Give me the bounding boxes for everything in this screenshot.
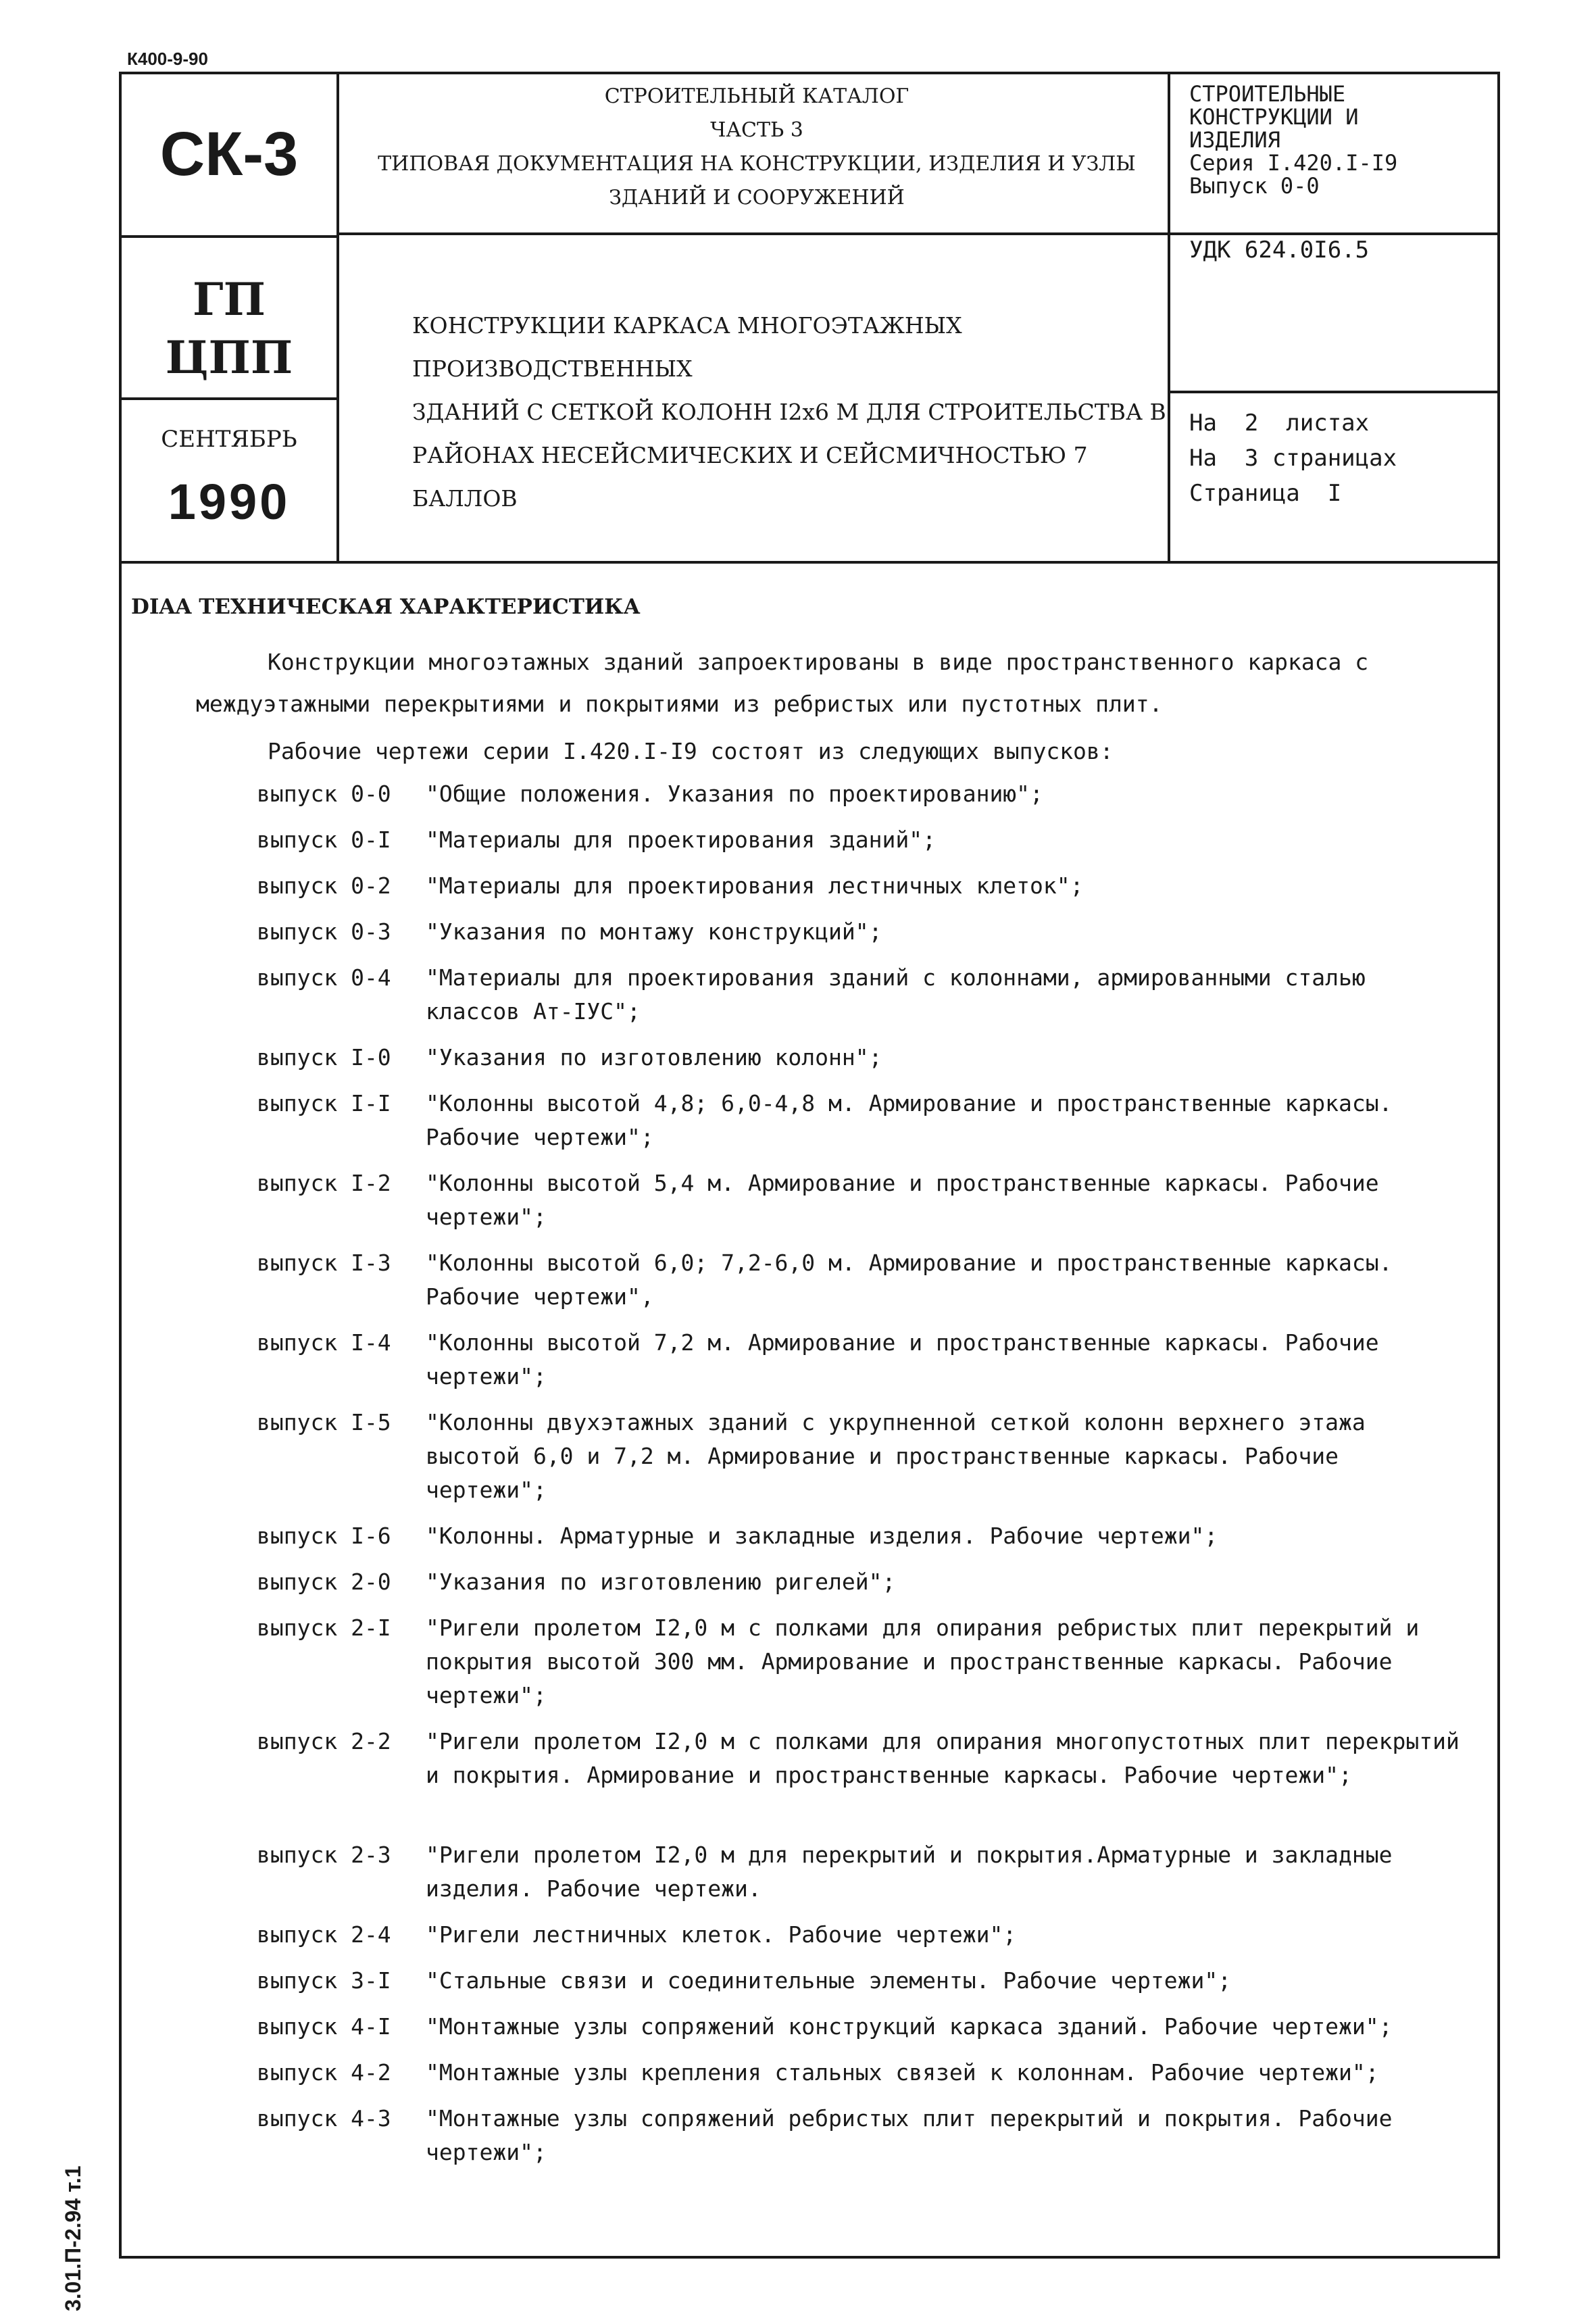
issue-label: выпуск 2-2 <box>257 1728 391 1754</box>
issue-text: "Монтажные узлы крепления стальных связей к колоннам. Рабочие чертежи"; <box>426 2059 1379 2086</box>
issue-text: "Монтажные узлы сопряжений конструкций каркаса зданий. Рабочие чертежи"; <box>426 2013 1393 2040</box>
list-item <box>257 961 1473 1029</box>
month-label: СЕНТЯБРЬ <box>161 426 297 453</box>
issue-text: "Указания по изготовлению ригелей"; <box>426 1569 896 1595</box>
issue-text: "Колонны двухэтажных зданий с укрупненной сеткой колонн верхнего этажа высотой 6,0 и 7,2 м. Армирование и пространственные каркасы. Рабочие чертежи"; <box>426 1409 1366 1503</box>
issue-text: "Колонны высотой 5,4 м. Армирование и пространственные каркасы. Рабочие чертежи"; <box>426 1170 1379 1230</box>
year-label: 1990 <box>168 474 291 530</box>
list-item <box>257 1838 1473 1906</box>
issue-label: выпуск 4-I <box>257 2013 391 2040</box>
section-heading: DIAA ТЕХНИЧЕСКАЯ ХАРАКТЕРИСТИКА <box>131 595 641 619</box>
page-count: На 3 страницах <box>1189 445 1397 472</box>
issue-text: "Материалы для проектирования лестничных клеток"; <box>426 872 1084 899</box>
catalog-line: ЗДАНИЙ И СООРУЖЕНИЙ <box>609 186 905 210</box>
title-line: КОНСТРУКЦИИ КАРКАСА МНОГОЭТАЖНЫХ ПРОИЗВОДСТВЕННЫХ <box>412 312 962 382</box>
intro-paragraph-line2: междуэтажными перекрытиями и покрытиями из ребристых или пустотных плит. <box>196 691 1163 717</box>
issue-text: "Ригели пролетом I2,0 м с полками для опирания многопустотных плит перекрытий и покрытия. Армирование и пространственные каркасы. Рабочие чертежи"; <box>426 1728 1460 1788</box>
list-item <box>257 1918 1473 1952</box>
issue-label: выпуск 2-4 <box>257 1921 391 1948</box>
issue-text: "Стальные связи и соединительные элементы. Рабочие чертежи"; <box>426 1967 1232 1994</box>
intro-paragraph-line1: Конструкции многоэтажных зданий запроектированы в виде пространственного каркаса с <box>268 649 1369 675</box>
catalog-line: ТИПОВАЯ ДОКУМЕНТАЦИЯ НА КОНСТРУКЦИИ, ИЗДЕЛИЯ И УЗЛЫ <box>378 152 1136 176</box>
udk-code: УДК 624.0I6.5 <box>1189 237 1370 264</box>
issue-label: выпуск I-3 <box>257 1250 391 1276</box>
issue-text: "Ригели пролетом I2,0 м с полками для опирания ребристых плит перекрытий и покрытия высотой 300 мм. Армирование и пространственные каркасы. Рабочие чертежи"; <box>426 1615 1420 1708</box>
issue-text: "Указания по монтажу конструкций"; <box>426 918 882 945</box>
list-item <box>257 1964 1473 1998</box>
list-item <box>257 915 1473 949</box>
issue-text: "Материалы для проектирования зданий с колоннами, армированными сталью классов Ат-IУС"; <box>426 964 1366 1025</box>
list-item <box>257 1519 1473 1553</box>
list-item <box>257 2056 1473 2090</box>
udk-divider <box>1168 391 1500 393</box>
issue-label: выпуск 2-0 <box>257 1569 391 1595</box>
issue-text: "Колонны высотой 6,0; 7,2-6,0 м. Армирование и пространственные каркасы. Рабочие чертежи", <box>426 1250 1393 1310</box>
issue-text: "Колонны. Арматурные и закладные изделия. Рабочие чертежи"; <box>426 1523 1218 1549</box>
list-item <box>257 777 1473 811</box>
issue-label: выпуск 4-3 <box>257 2105 391 2132</box>
issue-text: "Колонны высотой 4,8; 6,0-4,8 м. Армирование и пространственные каркасы. Рабочие чертежи"; <box>426 1090 1393 1150</box>
page-number: Страница I <box>1189 480 1342 507</box>
list-item <box>257 1725 1473 1792</box>
issue-text: "Указания по изготовлению колонн"; <box>426 1044 882 1070</box>
frame-right-line <box>1497 72 1500 2259</box>
sheet-info <box>1189 405 1397 511</box>
issue-text: "Ригели пролетом I2,0 м для перекрытий и покрытия.Арматурные и закладные изделия. Рабочие чертежи. <box>426 1842 1393 1902</box>
issue-label: выпуск 2-I <box>257 1615 391 1641</box>
gp-line2: ЦПП <box>165 331 293 384</box>
series-line: Выпуск 0-0 <box>1189 173 1320 199</box>
list-item <box>257 869 1473 903</box>
list-item <box>257 1087 1473 1154</box>
ck-divider <box>119 235 338 238</box>
issue-label: выпуск I-6 <box>257 1523 391 1549</box>
ck-label: СК-3 <box>159 119 299 189</box>
intro-paragraph-line3: Рабочие чертежи серии I.420.I-I9 состоят из следующих выпусков: <box>268 738 1114 764</box>
issue-label: выпуск 3-I <box>257 1967 391 1994</box>
list-item <box>257 1406 1473 1507</box>
series-block <box>1189 82 1397 197</box>
frame-bottom-line <box>119 2256 1500 2259</box>
issue-label: выпуск I-I <box>257 1090 391 1116</box>
series-line: Серия I.420.I-I9 <box>1189 150 1398 176</box>
catalog-header <box>351 80 1162 215</box>
catalog-line: ЧАСТЬ 3 <box>710 118 803 142</box>
list-item <box>257 1611 1473 1713</box>
issue-label: выпуск 4-2 <box>257 2059 391 2086</box>
document-code: К400-9-90 <box>127 49 208 69</box>
issue-text: "Колонны высотой 7,2 м. Армирование и пространственные каркасы. Рабочие чертежи"; <box>426 1329 1379 1389</box>
issue-text: "Материалы для проектирования зданий"; <box>426 827 936 853</box>
issue-label: выпуск I-0 <box>257 1044 391 1070</box>
list-item <box>257 1246 1473 1314</box>
issue-label: выпуск 0-3 <box>257 918 391 945</box>
list-item <box>257 2102 1473 2169</box>
issue-text: "Общие положения. Указания по проектированию"; <box>426 781 1043 807</box>
list-item <box>257 2010 1473 2044</box>
issue-label: выпуск 0-0 <box>257 781 391 807</box>
series-line: СТРОИТЕЛЬНЫЕ <box>1189 81 1346 107</box>
list-item <box>257 823 1473 857</box>
list-item <box>257 1166 1473 1234</box>
series-line: ИЗДЕЛИЯ <box>1189 127 1280 153</box>
issue-text: "Монтажные узлы сопряжений ребристых плит перекрытий и покрытия. Рабочие чертежи"; <box>426 2105 1393 2165</box>
issue-text: "Ригели лестничных клеток. Рабочие чертежи"; <box>426 1921 1017 1948</box>
issue-label: выпуск I-4 <box>257 1329 391 1356</box>
issue-label: выпуск 2-3 <box>257 1842 391 1868</box>
catalog-line: СТРОИТЕЛЬНЫЙ КАТАЛОГ <box>604 84 909 108</box>
organization-label <box>120 270 338 387</box>
list-item <box>257 1565 1473 1599</box>
title-line: ЗДАНИЙ С СЕТКОЙ КОЛОНН I2x6 М ДЛЯ СТРОИТЕЛЬСТВА В <box>412 399 1166 425</box>
title-line: РАЙОНАХ НЕСЕЙСМИЧЕСКИХ И СЕЙСМИЧНОСТЬЮ 7 БАЛЛОВ <box>412 442 1088 512</box>
list-item <box>257 1326 1473 1394</box>
document-title <box>412 304 1169 520</box>
gp-divider <box>119 397 338 400</box>
side-stamp: 3.01.П-2.94 т.1 <box>61 2165 85 2311</box>
issue-label: выпуск 0-2 <box>257 872 391 899</box>
issue-label: выпуск 0-4 <box>257 964 391 991</box>
issue-label: выпуск I-2 <box>257 1170 391 1196</box>
sheet-count: На 2 листах <box>1189 410 1370 437</box>
list-item <box>257 1041 1473 1075</box>
gp-line1: ГП <box>193 273 266 326</box>
issue-label: выпуск I-5 <box>257 1409 391 1435</box>
header-bottom-line <box>119 561 1500 564</box>
catalog-divider <box>336 232 1500 235</box>
issue-label: выпуск 0-I <box>257 827 391 853</box>
series-line: КОНСТРУКЦИИ И <box>1189 104 1359 130</box>
